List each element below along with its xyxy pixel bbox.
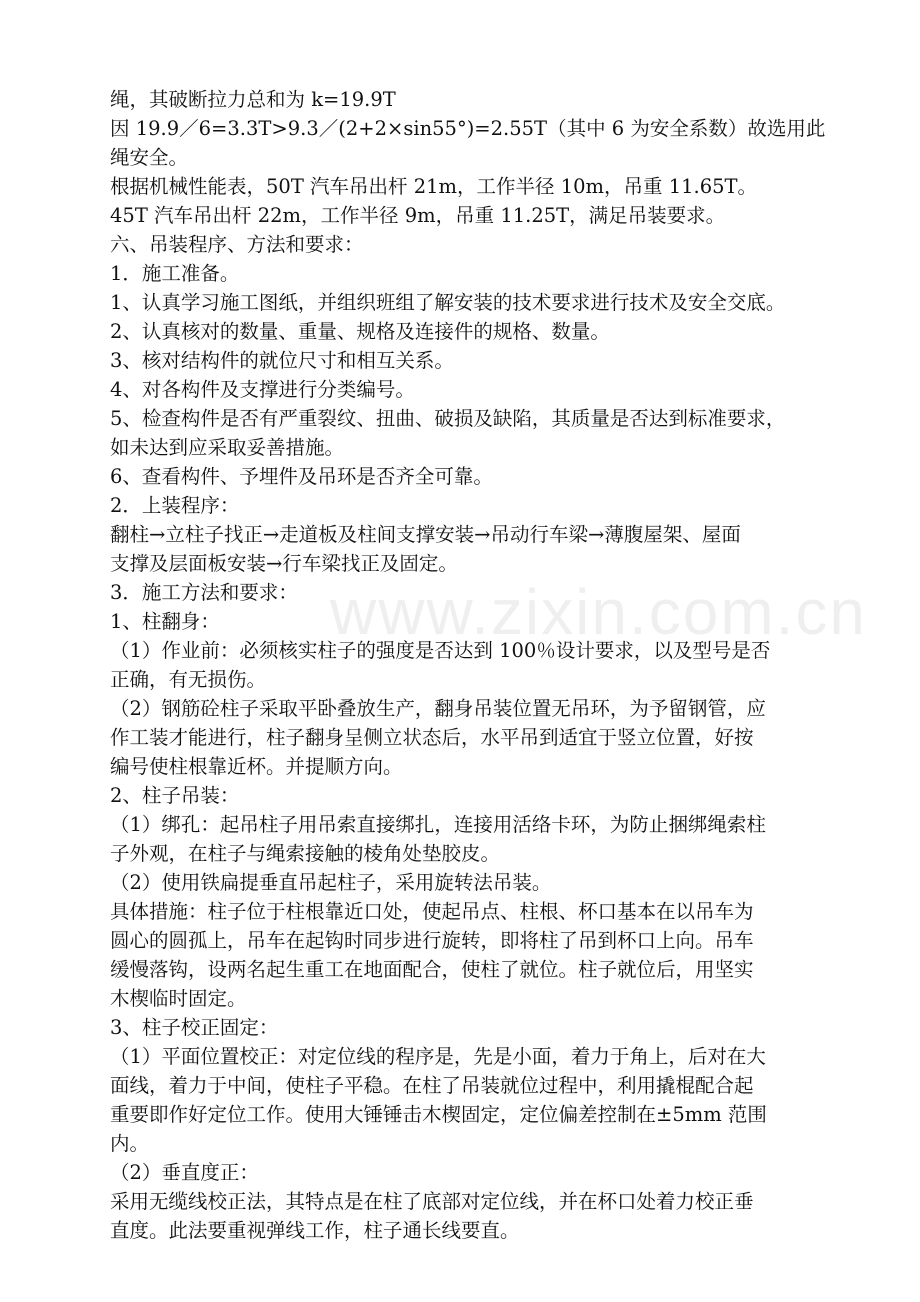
text-line: 5、检查构件是否有严重裂纹、扭曲、破损及缺陷，其质量是否达到标准要求， bbox=[110, 407, 786, 430]
text-line: 45T 汽车吊出杆 22m，工作半径 9m，吊重 11.25T，满足吊装要求。 bbox=[110, 204, 726, 227]
text-line: （2）钢筋砼柱子采取平卧叠放生产，翻身吊装位置无吊环，为予留钢管，应 bbox=[110, 697, 766, 720]
text-line: 子外观，在柱子与绳索接触的棱角处垫胶皮。 bbox=[110, 842, 501, 865]
text-line: 木楔临时固定。 bbox=[110, 987, 247, 1010]
subsection-heading: 3．施工方法和要求： bbox=[110, 581, 298, 604]
text-line: 3、柱子校正固定： bbox=[110, 1016, 279, 1039]
subsection-heading: 1．施工准备。 bbox=[110, 262, 240, 285]
text-line: （2）垂直度正： bbox=[110, 1161, 259, 1184]
text-line: 直度。此法要重视弹线工作，柱子通长线要直。 bbox=[110, 1219, 520, 1242]
document-page bbox=[110, 85, 840, 1245]
subsection-heading: 2．上装程序： bbox=[110, 494, 240, 517]
text-line: 4、对各构件及支撑进行分类编号。 bbox=[110, 378, 415, 401]
text-line: 绳，其破断拉力总和为 k=19.9T bbox=[110, 88, 396, 111]
text-line: 2、认真核对的数量、重量、规格及连接件的规格、数量。 bbox=[110, 320, 610, 343]
text-line: 支撑及层面板安装→行车梁找正及固定。 bbox=[110, 552, 458, 575]
text-line: 缓慢落钩，设两名起生重工在地面配合，使柱了就位。柱子就位后，用坚实 bbox=[110, 958, 754, 981]
text-line: 2、柱子吊装： bbox=[110, 784, 240, 807]
text-line: （1）绑孔：起吊柱子用吊索直接绑扎，连接用活络卡环，为防止捆绑绳索柱 bbox=[110, 813, 766, 836]
text-line: 翻柱→立柱子找正→走道板及柱间支撑安装→吊动行车梁→薄腹屋架、屋面 bbox=[110, 523, 741, 546]
text-line: 绳安全。 bbox=[110, 146, 189, 169]
text-line: （2）使用铁扁提垂直吊起柱子，采用旋转法吊装。 bbox=[110, 871, 552, 894]
text-line: 6、查看构件、予埋件及吊环是否齐全可靠。 bbox=[110, 465, 493, 488]
text-line: 内。 bbox=[110, 1132, 150, 1155]
text-line: 重要即作好定位工作。使用大锤锤击木楔固定，定位偏差控制在±5mm 范围 bbox=[110, 1103, 767, 1126]
watermark: www.zixin.com.cn bbox=[330, 576, 867, 648]
text-line: 作工装才能进行，柱子翻身呈侧立状态后，水平吊到适宜于竖立位置，好按 bbox=[110, 726, 754, 749]
text-line: 正确，有无损伤。 bbox=[110, 668, 267, 691]
text-line: 因 19.9／6=3.3T>9.3／(2+2×sin55°)=2.55T（其中 6 为安全系数）故选用此 bbox=[110, 117, 826, 140]
section-heading: 六、吊装程序、方法和要求： bbox=[110, 233, 364, 256]
text-line: 具体措施：柱子位于柱根靠近口处，使起吊点、柱根、杯口基本在以吊车为 bbox=[110, 900, 754, 923]
text-line: 圆心的圆孤上，吊车在起钩时同步进行旋转，即将柱了吊到杯口上向。吊车 bbox=[110, 929, 754, 952]
text-line: 编号使柱根靠近杯。并提顺方向。 bbox=[110, 755, 403, 778]
text-line: 1、柱翻身： bbox=[110, 610, 220, 633]
text-line: （1）作业前：必须核实柱子的强度是否达到 100％设计要求，以及型号是否 bbox=[110, 639, 771, 662]
text-line: 采用无缆线校正法，其特点是在柱了底部对定位线，并在杯口处着力校正垂 bbox=[110, 1190, 754, 1213]
text-line: 3、核对结构件的就位尺寸和相互关系。 bbox=[110, 349, 454, 372]
text-line: 根据机械性能表，50T 汽车吊出杆 21m，工作半径 10m，吊重 11.65T。 bbox=[110, 175, 758, 198]
text-line: 面线，着力于中间，使柱子平稳。在柱了吊装就位过程中，利用撬棍配合起 bbox=[110, 1074, 754, 1097]
text-line: 如未达到应采取妥善措施。 bbox=[110, 436, 345, 459]
text-line: （1）平面位置校正：对定位线的程序是，先是小面，着力于角上，后对在大 bbox=[110, 1045, 766, 1068]
text-line: 1、认真学习施工图纸，并组织班组了解安装的技术要求进行技术及安全交底。 bbox=[110, 291, 786, 314]
